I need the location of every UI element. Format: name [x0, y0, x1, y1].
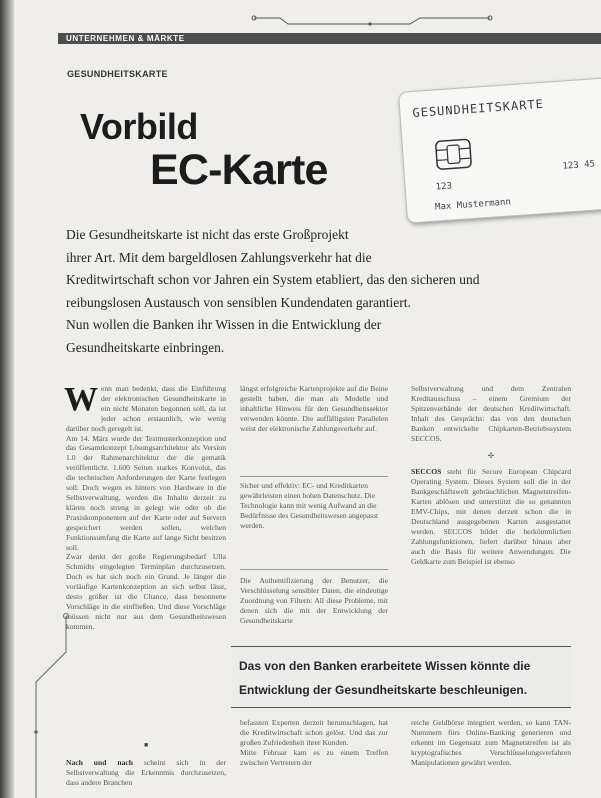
body-column-2-middle — [240, 576, 388, 626]
run-in-lead: SECCOS — [411, 467, 442, 477]
info-box-text: Sicher und effektiv: EC- und Kreditkarten gewährleisten einen hohen Datenschutz. Die Technologie kann mit wenig Aufwand an die Bedürfnisse des Gesundheitswesen angepasst werden. — [240, 481, 379, 530]
headline-line-1: Vorbild — [80, 106, 198, 147]
pull-quote — [231, 646, 571, 708]
lede-line: Kreditwirtschaft schon vor Jahren ein System etabliert, das den sicheren und — [66, 272, 480, 287]
card-holder-name: Max Mustermann — [434, 197, 512, 213]
body-column-1-bottom — [66, 758, 226, 788]
section-header-bar — [58, 33, 601, 44]
lede-line: reibungslosen Austausch von sensiblen Kundendaten garantiert. — [66, 294, 411, 310]
body-paragraph: Mitte Februar kam es zu einem Treffen zwischen Vertretern der — [240, 747, 388, 767]
body-paragraph: befassten Experten derzeit herumschlagen, hat die Kreditwirtschaft schon gelöst. Und das zur großen Zufriedenheit ihrer Kunden. — [240, 718, 388, 747]
pull-quote-text: Das von den Banken erarbeitete Wissen könnte die Entwicklung der Gesundheitskarte beschleunigen. — [239, 659, 531, 697]
health-card-illustration — [398, 77, 601, 223]
body-column-3 — [411, 384, 571, 566]
body-column-2-bottom — [240, 718, 388, 768]
body-paragraph: längst erfolgreiche Kartenprojekte auf die Beine gestellt haben, die man als Modelle und inhaltliche Hinweis für den Gesundheitssektor verwenden könnte. Die auffälligsten Parallelen weist der elektronische Zahlungsverkehr auf. — [240, 384, 388, 433]
card-number-right: 123 45 — [562, 159, 596, 172]
card-number-left: 123 — [435, 181, 453, 193]
headline-line-2: EC-Karte — [150, 146, 328, 194]
circuit-line-decoration — [250, 6, 500, 32]
drop-cap: W — [64, 381, 98, 418]
section-divider-mark: ■ — [144, 741, 149, 749]
card-title: GESUNDHEITSKARTE — [412, 96, 545, 121]
body-paragraph: Am 14. März wurde der Testmusterkonzeption und das Gesamtkonzept Lösungsarchitektur als Version 1.0 der Rahmenarchitektur der die gematik veröffentlicht. 1.600 Seiten starkes Konvolut, das die technischen Anforderungen der Karte festlegen soll. Doch wegen es hinters von Hardware in die Selbstverwaltung, werden die Inhalte derzeit zu klären noch streng in gelegt wie oder ob die Praxiskomponenten auf der Karte oder auf Servern gespeichert werden sollen, welchen Funktionsumfang die Karte auf lange Sicht besitzen soll. — [66, 433, 226, 552]
article-lede — [66, 224, 536, 359]
body-paragraph: enn man bedenkt, dass die Einführung der elektronischen Gesundheitskarte in ein nicht Monaten begonnen soll, da ist jeder schon erstaunlich, wie wenig darüber noch geregelt ist. — [66, 384, 226, 433]
body-column-3-bottom — [411, 718, 571, 768]
page-spine-shadow — [0, 0, 14, 798]
run-in-lead: Nach und nach — [66, 758, 133, 767]
body-column-2 — [240, 384, 388, 434]
lede-line: ihrer Art. Mit dem bargeldlosen Zahlungsverkehr hat die — [66, 249, 372, 265]
chip-icon — [434, 138, 472, 170]
body-paragraph: Selbstverwaltung und dem Zentralen Kreditausschuss – einem Gremium der Spitzenverbände der deutschen Kreditwirtschaft. Inhalt des Gesprächs: das von den deutschen Banken entwickelte Chipkarten-Betriebssystem SECCOS. — [411, 384, 571, 443]
section-label: UNTERNEHMEN & MÄRKTE — [66, 34, 185, 43]
lede-line: Nun wollen die Banken ihr Wissen in die Entwicklung der — [66, 317, 382, 332]
paragraph-separator: ✣ — [487, 451, 495, 461]
info-box — [240, 476, 388, 570]
body-paragraph: Zwar denkt der große Regierungsbedarf Ulla Schmidts eingelegten Terminplan durchzusetzen. Doch es hat sich noch ein Grund. Je länger die vorläufige Kartenkonzeption an sich selbst lässt, desto größer ist die Chance, dass besonnene Vorschläge in die einfließen. Und diese Vorschläge müssen nicht nur aus dem Gesundheitswesen kommen. — [66, 552, 226, 631]
lede-line: Gesundheitskarte einbringen. — [66, 339, 225, 355]
body-paragraph: Die Authentifizierung der Benutzer, die Verschlüsselung sensibler Daten, die eindeutige Zuordnung von Filtern: All diese Probleme, mit denen sich die mit der Entwicklung der Gesundheitskarte — [240, 576, 388, 625]
body-paragraph: reiche Geldbörse integriert werden, so kann TAN-Nummern fürs Online-Banking generieren und erkennt im Gegensatz zum Magnetstreifen ist als kryptografisches Verschlüsselungsverfahren Manipulationen gewährt werden. — [411, 718, 571, 767]
body-column-1 — [64, 381, 226, 632]
lede-line: Die Gesundheitskarte ist nicht das erste Großprojekt — [66, 227, 349, 242]
body-text: steht für Secure European Chipcard Operating System. Dieses System soll die in der Bankgeschäftswelt gebräuchlichen Magnetstreifen-Karten ablösen und unterstützt die so genannten EMV-Chips, mit denen derzeit schon die in Deutschland ausgegebenen Karten ausgestattet werden. SECCOS bildet die herkömmlichen Zahlungsfunktionen, liefert darüber hinaus aber auch die Basis für weitere Anwendungen. Die Geldkarte zum Beispiel ist ebenso — [411, 467, 571, 566]
body-text: scheint sich in der Selbstverwaltung die Erkenntnis durchzusetzen, dass andere Branchen — [66, 758, 226, 787]
article-kicker: GESUNDHEITSKARTE — [67, 69, 168, 79]
